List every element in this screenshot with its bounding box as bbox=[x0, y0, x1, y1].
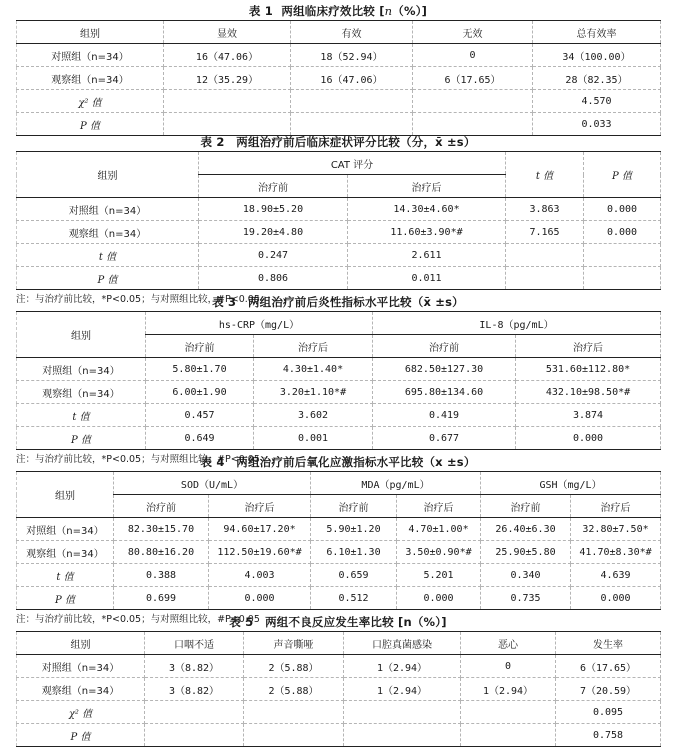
cell: 94.60±17.20* bbox=[209, 518, 311, 541]
row-label: t 值 bbox=[17, 244, 199, 267]
cell: 0.000 bbox=[397, 587, 481, 610]
header-after: 治疗后 bbox=[571, 495, 661, 518]
cell: 0.000 bbox=[584, 198, 661, 221]
cell: 0.000 bbox=[571, 587, 661, 610]
cell: 14.30±4.60* bbox=[348, 198, 506, 221]
cell bbox=[145, 724, 244, 747]
cell: 6（17.65） bbox=[556, 655, 661, 678]
table-row bbox=[17, 404, 661, 427]
cell bbox=[461, 701, 556, 724]
row-label: 对照组（n=34） bbox=[17, 198, 199, 221]
header-before: 治疗前 bbox=[114, 495, 209, 518]
cell: 41.70±8.30*# bbox=[571, 541, 661, 564]
header-row-top bbox=[17, 152, 661, 175]
cell: 0.011 bbox=[348, 267, 506, 290]
table-3 bbox=[16, 293, 660, 468]
table-row bbox=[17, 564, 661, 587]
header-total-rate: 总有效率 bbox=[533, 21, 661, 44]
header-before: 治疗前 bbox=[373, 335, 516, 358]
table-row bbox=[17, 518, 661, 541]
header-p-value: P 值 bbox=[584, 152, 661, 198]
table-2 bbox=[16, 133, 660, 308]
row-label: P 值 bbox=[17, 113, 164, 136]
header-nausea: 恶心 bbox=[461, 632, 556, 655]
header-throat-discomfort: 口咽不适 bbox=[145, 632, 244, 655]
table-5 bbox=[16, 613, 660, 747]
cell: 3.50±0.90*# bbox=[397, 541, 481, 564]
cell: 82.30±15.70 bbox=[114, 518, 209, 541]
header-after: 治疗后 bbox=[254, 335, 373, 358]
header-il-8: IL-8（pg/mL） bbox=[373, 312, 661, 335]
cell: 0.419 bbox=[373, 404, 516, 427]
cell bbox=[244, 724, 344, 747]
table-row bbox=[17, 267, 661, 290]
cell: 3.874 bbox=[516, 404, 661, 427]
row-label: 观察组（n=34） bbox=[17, 67, 164, 90]
cell bbox=[506, 244, 584, 267]
symptom-score-table bbox=[16, 151, 661, 290]
header-before: 治疗前 bbox=[311, 495, 397, 518]
row-label: P 值 bbox=[17, 587, 114, 610]
cell: 0.758 bbox=[556, 724, 661, 747]
cell: 16（47.06） bbox=[164, 44, 291, 67]
cell: 5.201 bbox=[397, 564, 481, 587]
cell: 6（17.65） bbox=[413, 67, 533, 90]
cell: 7（20.59） bbox=[556, 678, 661, 701]
cell bbox=[291, 90, 413, 113]
cell: 0 bbox=[461, 655, 556, 678]
row-label: 对照组（n=34） bbox=[17, 518, 114, 541]
header-hoarseness: 声音嘶哑 bbox=[244, 632, 344, 655]
table-3-footnote: 注：与治疗前比较，*P<0.05；与对照组比较，#P<0.05 bbox=[16, 454, 260, 465]
cell: 0.033 bbox=[533, 113, 661, 136]
cell: 682.50±127.30 bbox=[373, 358, 516, 381]
header-row-top bbox=[17, 312, 661, 335]
cell: 0.001 bbox=[254, 427, 373, 450]
header-group: 组别 bbox=[17, 21, 164, 44]
cell: 16（47.06） bbox=[291, 67, 413, 90]
cell: 0.340 bbox=[481, 564, 571, 587]
row-label: P 值 bbox=[17, 427, 146, 450]
row-label: t 值 bbox=[17, 564, 114, 587]
header-hs-crp: hs-CRP（mg/L） bbox=[146, 312, 373, 335]
cell: 0 bbox=[413, 44, 533, 67]
cell: 695.80±134.60 bbox=[373, 381, 516, 404]
cell: 19.20±4.80 bbox=[199, 221, 348, 244]
cell: 0.247 bbox=[199, 244, 348, 267]
table-row bbox=[17, 587, 661, 610]
cell: 0.649 bbox=[146, 427, 254, 450]
cell: 25.90±5.80 bbox=[481, 541, 571, 564]
header-sod: SOD（U/mL） bbox=[114, 472, 311, 495]
cell: 12（35.29） bbox=[164, 67, 291, 90]
cell: 32.80±7.50* bbox=[571, 518, 661, 541]
row-label: 对照组（n=34） bbox=[17, 44, 164, 67]
cell bbox=[461, 724, 556, 747]
cell: 1（2.94） bbox=[344, 655, 461, 678]
cell: 0.457 bbox=[146, 404, 254, 427]
cell: 3.20±1.10*# bbox=[254, 381, 373, 404]
header-gsh: GSH（mg/L） bbox=[481, 472, 661, 495]
adverse-reaction-table bbox=[16, 631, 661, 747]
cell: 0.677 bbox=[373, 427, 516, 450]
table-row bbox=[17, 198, 661, 221]
cell: 4.003 bbox=[209, 564, 311, 587]
cell: 26.40±6.30 bbox=[481, 518, 571, 541]
table-2-footnote: 注：与治疗前比较，*P<0.05；与对照组比较，#P<0.05 bbox=[16, 294, 260, 305]
header-group: 组别 bbox=[17, 632, 145, 655]
oxidative-stress-table bbox=[16, 471, 661, 610]
cell: 0.000 bbox=[516, 427, 661, 450]
row-label: 观察组（n=34） bbox=[17, 678, 145, 701]
cell: 4.30±1.40* bbox=[254, 358, 373, 381]
cell: 7.165 bbox=[506, 221, 584, 244]
cell bbox=[244, 701, 344, 724]
table-row bbox=[17, 44, 661, 67]
header-after: 治疗后 bbox=[209, 495, 311, 518]
table-1 bbox=[16, 2, 660, 136]
cell: 5.90±1.20 bbox=[311, 518, 397, 541]
row-label: 观察组（n=34） bbox=[17, 541, 114, 564]
header-before: 治疗前 bbox=[146, 335, 254, 358]
cell: 28（82.35） bbox=[533, 67, 661, 90]
table-row bbox=[17, 678, 661, 701]
row-label: 对照组（n=34） bbox=[17, 655, 145, 678]
table-5-caption: 表 5 两组不良反应发生率比较 [n（%）] bbox=[229, 615, 447, 629]
caption-italic: n bbox=[384, 4, 393, 18]
header-before: 治疗前 bbox=[199, 175, 348, 198]
cell: 0.699 bbox=[114, 587, 209, 610]
cell: 18.90±5.20 bbox=[199, 198, 348, 221]
header-row-top bbox=[17, 472, 661, 495]
cell: 0.512 bbox=[311, 587, 397, 610]
cell bbox=[164, 90, 291, 113]
cell bbox=[584, 267, 661, 290]
table-4-caption: 表 4 两组治疗前后氧化应激指标水平比较（x ±s） bbox=[200, 455, 476, 469]
header-after: 治疗后 bbox=[348, 175, 506, 198]
cell: 3.602 bbox=[254, 404, 373, 427]
cell: 4.570 bbox=[533, 90, 661, 113]
table-3-caption: 表 3 两组治疗前后炎性指标水平比较（x̄ ±s） bbox=[212, 295, 464, 309]
header-cat-score: CAT 评分 bbox=[199, 152, 506, 175]
cell: 18（52.94） bbox=[291, 44, 413, 67]
cell bbox=[145, 701, 244, 724]
table-row bbox=[17, 701, 661, 724]
table-4-footnote: 注：与治疗前比较，*P<0.05；与对照组比较，#P<0.05 bbox=[16, 614, 260, 625]
table-row bbox=[17, 655, 661, 678]
cell: 2（5.88） bbox=[244, 678, 344, 701]
row-label: P 值 bbox=[17, 724, 145, 747]
table-row bbox=[17, 90, 661, 113]
table-1-caption bbox=[16, 2, 660, 20]
row-label: 观察组（n=34） bbox=[17, 221, 199, 244]
row-label: 对照组（n=34） bbox=[17, 358, 146, 381]
cell: 1（2.94） bbox=[344, 678, 461, 701]
cell: 4.639 bbox=[571, 564, 661, 587]
cell: 4.70±1.00* bbox=[397, 518, 481, 541]
cell: 0.000 bbox=[209, 587, 311, 610]
cell: 3.863 bbox=[506, 198, 584, 221]
cell: 0.095 bbox=[556, 701, 661, 724]
header-after: 治疗后 bbox=[516, 335, 661, 358]
table-row bbox=[17, 67, 661, 90]
cell: 2（5.88） bbox=[244, 655, 344, 678]
clinical-efficacy-table bbox=[16, 20, 661, 136]
header-before: 治疗前 bbox=[481, 495, 571, 518]
table-4 bbox=[16, 453, 660, 628]
cell bbox=[344, 701, 461, 724]
inflammatory-index-table bbox=[16, 311, 661, 450]
row-label: χ² 值 bbox=[17, 90, 164, 113]
cell: 2.611 bbox=[348, 244, 506, 267]
table-row bbox=[17, 244, 661, 267]
cell: 5.80±1.70 bbox=[146, 358, 254, 381]
header-after: 治疗后 bbox=[397, 495, 481, 518]
caption-number: 表 1 bbox=[248, 4, 273, 18]
cell: 531.60±112.80* bbox=[516, 358, 661, 381]
row-label: χ² 值 bbox=[17, 701, 145, 724]
caption-text: 两组临床疗效比较 [ bbox=[281, 4, 385, 18]
cell: 0.735 bbox=[481, 587, 571, 610]
header-t-value: t 值 bbox=[506, 152, 584, 198]
table-row bbox=[17, 541, 661, 564]
cell: 0.806 bbox=[199, 267, 348, 290]
table-row bbox=[17, 427, 661, 450]
cell: 112.50±19.60*# bbox=[209, 541, 311, 564]
cell: 3（8.82） bbox=[145, 655, 244, 678]
cell: 432.10±98.50*# bbox=[516, 381, 661, 404]
cell bbox=[584, 244, 661, 267]
table-row bbox=[17, 724, 661, 747]
cell bbox=[506, 267, 584, 290]
header-row bbox=[17, 21, 661, 44]
table-2-caption: 表 2 两组治疗前后临床症状评分比较（分，x̄ ±s） bbox=[200, 135, 476, 149]
header-group: 组别 bbox=[17, 312, 146, 358]
header-oral-fungal-infection: 口腔真菌感染 bbox=[344, 632, 461, 655]
cell: 34（100.00） bbox=[533, 44, 661, 67]
header-row-sub bbox=[17, 495, 661, 518]
header-marked: 显效 bbox=[164, 21, 291, 44]
row-label: 观察组（n=34） bbox=[17, 381, 146, 404]
header-effective: 有效 bbox=[291, 21, 413, 44]
table-row bbox=[17, 358, 661, 381]
header-mda: MDA（pg/mL） bbox=[311, 472, 481, 495]
cell: 3（8.82） bbox=[145, 678, 244, 701]
cell bbox=[413, 90, 533, 113]
header-group: 组别 bbox=[17, 152, 199, 198]
table-row bbox=[17, 381, 661, 404]
row-label: t 值 bbox=[17, 404, 146, 427]
cell bbox=[344, 724, 461, 747]
header-incidence: 发生率 bbox=[556, 632, 661, 655]
cell: 6.00±1.90 bbox=[146, 381, 254, 404]
cell: 0.000 bbox=[584, 221, 661, 244]
cell: 0.388 bbox=[114, 564, 209, 587]
cell: 1（2.94） bbox=[461, 678, 556, 701]
caption-suffix: （%）] bbox=[392, 4, 428, 18]
header-group: 组别 bbox=[17, 472, 114, 518]
row-label: P 值 bbox=[17, 267, 199, 290]
header-row bbox=[17, 632, 661, 655]
cell: 0.659 bbox=[311, 564, 397, 587]
cell: 11.60±3.90*# bbox=[348, 221, 506, 244]
cell: 80.80±16.20 bbox=[114, 541, 209, 564]
table-row bbox=[17, 221, 661, 244]
header-ineffective: 无效 bbox=[413, 21, 533, 44]
cell: 6.10±1.30 bbox=[311, 541, 397, 564]
